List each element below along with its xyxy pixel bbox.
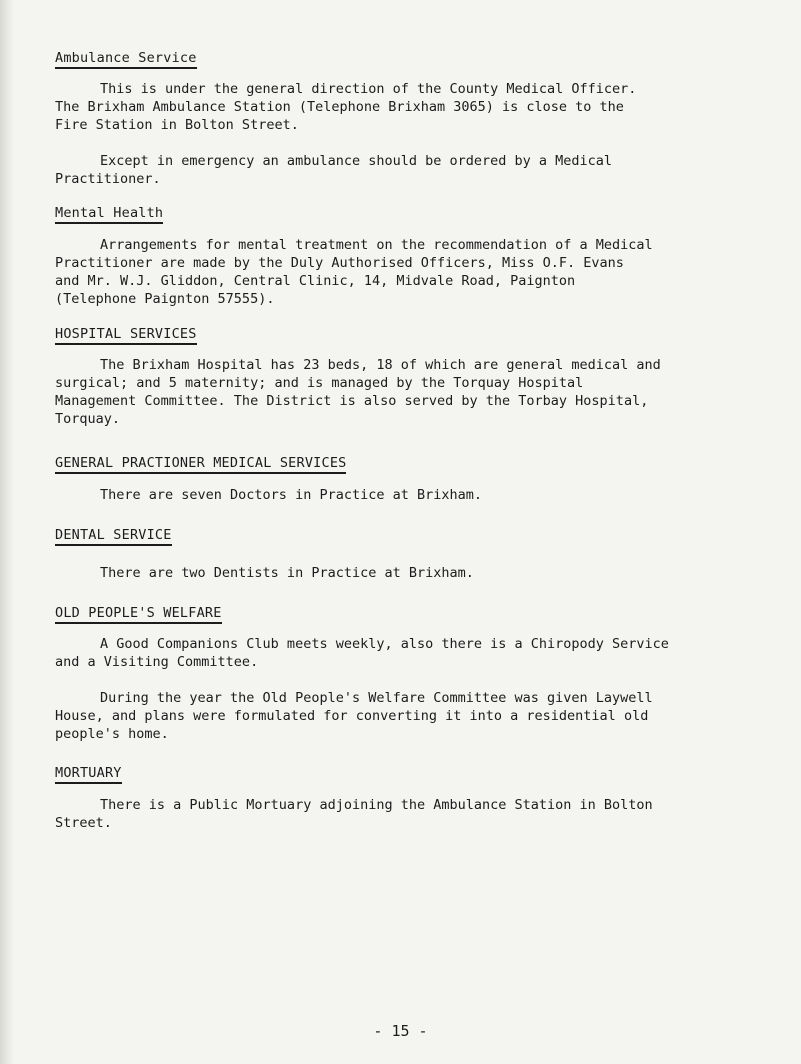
heading-mortuary: MORTUARY bbox=[55, 765, 122, 784]
paragraph-gp-medical-services: There are seven Doctors in Practice at Brixham. bbox=[100, 487, 483, 503]
page-number: - 15 - bbox=[373, 1022, 428, 1040]
paragraph-laywell-house: During the year the Old People's Welfare Committee was given Laywell House, and plans were formulated for converting it into a residential old people's home. bbox=[55, 690, 653, 742]
paragraph-ambulance-direction: This is under the general direction of the County Medical Officer. The Brixham Ambulance Station (Telephone Brixham 3065) is close to the Fire Station in Bolton Street. bbox=[55, 81, 637, 133]
scan-edge-shadow bbox=[0, 0, 14, 1064]
heading-old-peoples-welfare: OLD PEOPLE'S WELFARE bbox=[55, 605, 222, 624]
paragraph-dental-service: There are two Dentists in Practice at Brixham. bbox=[100, 565, 474, 581]
paragraph-mortuary: There is a Public Mortuary adjoining the Ambulance Station in Bolton Street. bbox=[55, 797, 653, 831]
paragraph-ambulance-ordering: Except in emergency an ambulance should be ordered by a Medical Practitioner. bbox=[55, 153, 613, 187]
heading-gp-medical-services: GENERAL PRACTIONER MEDICAL SERVICES bbox=[55, 455, 346, 474]
heading-ambulance-service: Ambulance Service bbox=[55, 50, 197, 69]
heading-hospital-services: HOSPITAL SERVICES bbox=[55, 326, 197, 345]
heading-mental-health: Mental Health bbox=[55, 205, 163, 224]
heading-dental-service: DENTAL SERVICE bbox=[55, 527, 172, 546]
paragraph-mental-health: Arrangements for mental treatment on the recommendation of a Medical Practitioner are made by the Duly Authorised Officers, Miss O.F. Evans and Mr. W.J. Gliddon, Central Clinic, 14, Midvale Road, Paignton (Telephone Paignton 57555). bbox=[55, 237, 653, 307]
paragraph-companions-club: A Good Companions Club meets weekly, also there is a Chiropody Service and a Visiting Committee. bbox=[55, 636, 669, 670]
paragraph-hospital-services: The Brixham Hospital has 23 beds, 18 of which are general medical and surgical; and 5 maternity; and is managed by the Torquay Hospital Management Committee. The District is also served by the Torbay Hospital, Torquay. bbox=[55, 357, 661, 427]
